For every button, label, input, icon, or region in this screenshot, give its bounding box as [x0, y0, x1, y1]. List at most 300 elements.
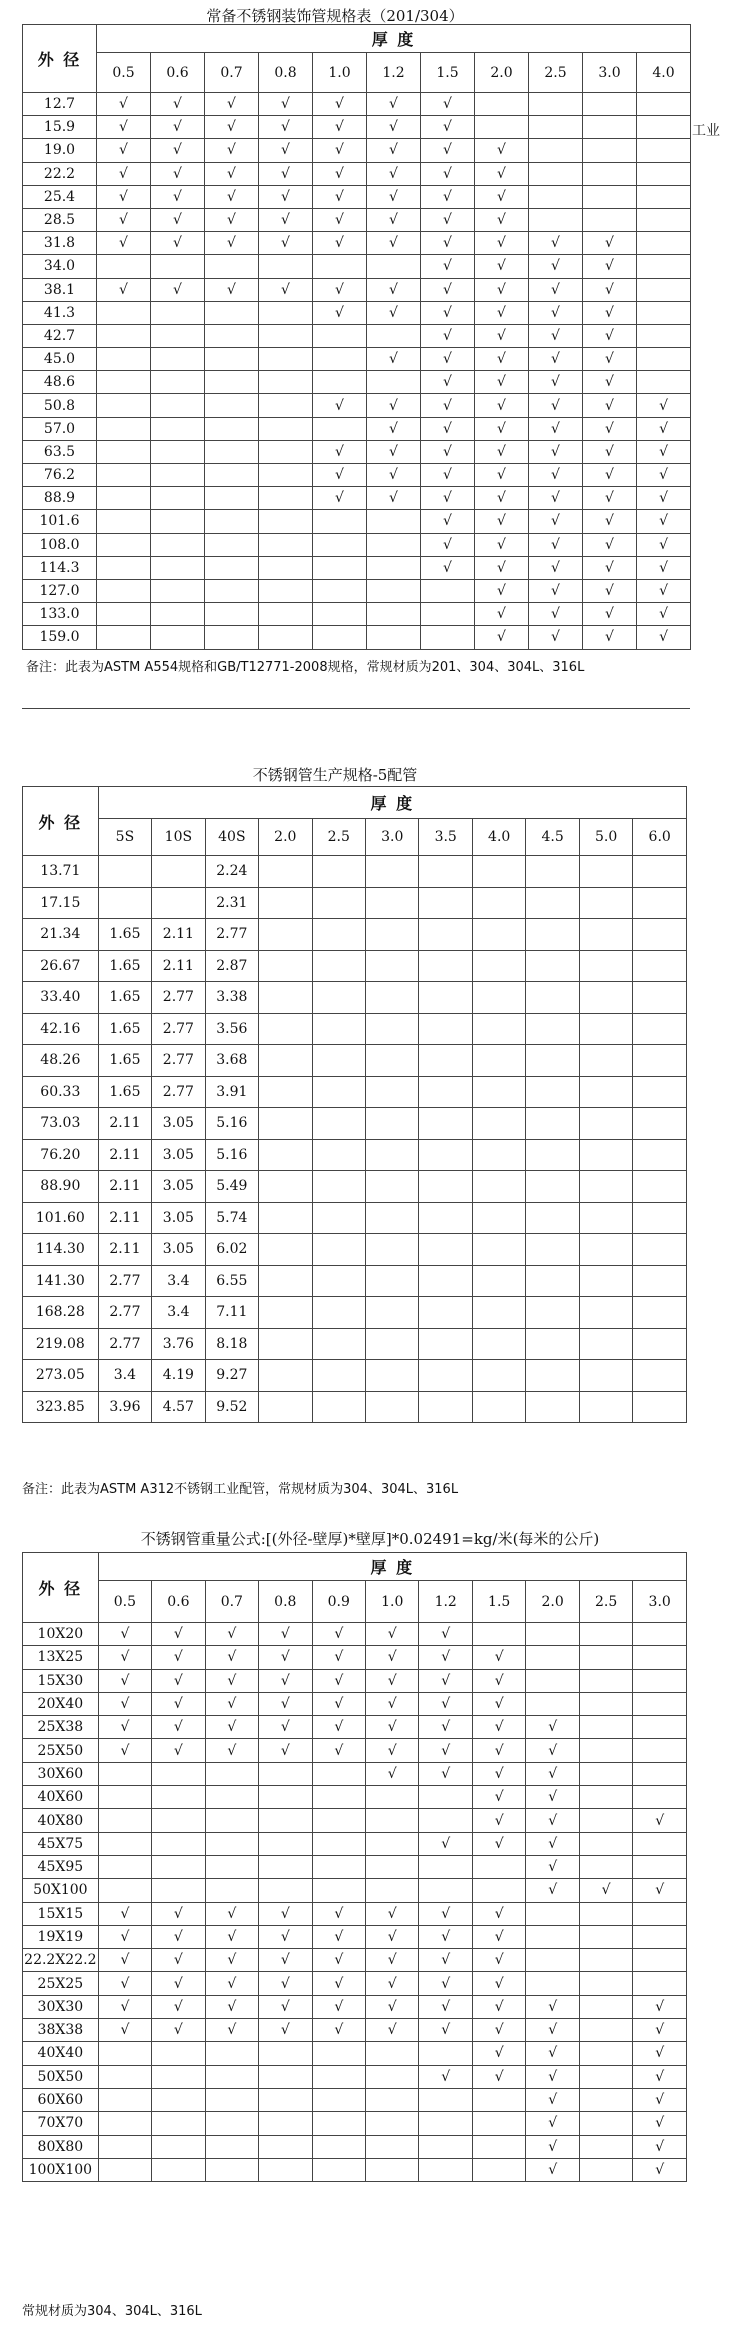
check-cell: √: [367, 440, 421, 463]
thickness-col-header: 1.2: [367, 53, 421, 93]
check-cell: √: [98, 1902, 151, 1925]
outer-diameter-cell: 45X95: [23, 1855, 99, 1878]
table-row: [23, 982, 687, 1014]
check-cell: √: [205, 1972, 258, 1995]
value-cell: 6.02: [205, 1234, 258, 1266]
empty-cell: [312, 2065, 365, 2088]
check-cell: √: [152, 1623, 205, 1646]
outer-diameter-cell: 41.3: [23, 301, 97, 324]
empty-cell: [259, 1832, 312, 1855]
check-cell: √: [313, 116, 367, 139]
check-cell: √: [152, 2019, 205, 2042]
empty-cell: [97, 579, 151, 602]
empty-cell: [633, 1716, 687, 1739]
table-row: [23, 1265, 687, 1297]
check-cell: √: [475, 464, 529, 487]
value-cell: [579, 1234, 632, 1266]
check-cell: √: [529, 301, 583, 324]
value-cell: 2.11: [98, 1139, 151, 1171]
empty-cell: [313, 533, 367, 556]
check-cell: √: [366, 1949, 419, 1972]
outer-diameter-cell: 13.71: [23, 856, 99, 888]
empty-cell: [98, 1762, 151, 1785]
empty-cell: [475, 93, 529, 116]
value-cell: [526, 1202, 579, 1234]
value-cell: 8.18: [205, 1328, 258, 1360]
empty-cell: [637, 255, 691, 278]
check-cell: √: [529, 464, 583, 487]
empty-cell: [151, 556, 205, 579]
value-cell: [419, 950, 472, 982]
value-cell: [526, 1328, 579, 1360]
empty-cell: [526, 1669, 579, 1692]
check-cell: √: [526, 2065, 579, 2088]
thickness-header: 厚 度: [98, 787, 686, 819]
check-cell: √: [313, 162, 367, 185]
check-cell: √: [529, 556, 583, 579]
empty-cell: [151, 371, 205, 394]
outer-diameter-cell: 133.0: [23, 603, 97, 626]
table-row: [23, 1139, 687, 1171]
empty-cell: [526, 1902, 579, 1925]
value-cell: [633, 887, 687, 919]
table-row: [23, 1076, 687, 1108]
check-cell: √: [419, 1902, 472, 1925]
empty-cell: [529, 208, 583, 231]
check-cell: √: [475, 417, 529, 440]
value-cell: [526, 919, 579, 951]
empty-cell: [151, 533, 205, 556]
value-cell: [526, 1108, 579, 1140]
check-cell: √: [205, 1692, 258, 1715]
check-cell: √: [205, 1902, 258, 1925]
check-cell: √: [633, 1879, 687, 1902]
check-cell: √: [472, 1669, 525, 1692]
empty-cell: [259, 464, 313, 487]
check-cell: √: [259, 1949, 312, 1972]
empty-cell: [205, 533, 259, 556]
empty-cell: [152, 1762, 205, 1785]
value-cell: [312, 1202, 365, 1234]
table-row: [23, 394, 691, 417]
value-cell: [472, 1234, 525, 1266]
empty-cell: [579, 1949, 632, 1972]
empty-cell: [151, 255, 205, 278]
check-cell: √: [529, 510, 583, 533]
value-cell: [366, 1108, 419, 1140]
empty-cell: [637, 348, 691, 371]
outer-diameter-cell: 57.0: [23, 417, 97, 440]
outer-diameter-cell: 19X19: [23, 1925, 99, 1948]
check-cell: √: [367, 301, 421, 324]
empty-cell: [367, 371, 421, 394]
value-cell: [312, 1171, 365, 1203]
empty-cell: [583, 185, 637, 208]
check-cell: √: [526, 1762, 579, 1785]
outer-diameter-cell: 48.6: [23, 371, 97, 394]
outer-diameter-cell: 76.2: [23, 464, 97, 487]
empty-cell: [152, 2065, 205, 2088]
empty-cell: [312, 2112, 365, 2135]
empty-cell: [98, 2042, 151, 2065]
value-cell: [579, 982, 632, 1014]
empty-cell: [312, 2042, 365, 2065]
check-cell: √: [98, 1739, 151, 1762]
empty-cell: [98, 2065, 151, 2088]
check-cell: √: [259, 162, 313, 185]
value-cell: [472, 1171, 525, 1203]
check-cell: √: [366, 1646, 419, 1669]
empty-cell: [97, 348, 151, 371]
check-cell: √: [152, 1669, 205, 1692]
value-cell: 4.57: [152, 1391, 205, 1423]
value-cell: 9.52: [205, 1391, 258, 1423]
empty-cell: [312, 1832, 365, 1855]
value-cell: [312, 1013, 365, 1045]
check-cell: √: [529, 255, 583, 278]
check-cell: √: [475, 301, 529, 324]
thickness-col-header: 1.2: [419, 1581, 472, 1623]
value-cell: [579, 1297, 632, 1329]
value-cell: [312, 982, 365, 1014]
value-cell: [526, 856, 579, 888]
empty-cell: [151, 348, 205, 371]
value-cell: 2.77: [205, 919, 258, 951]
check-cell: √: [259, 185, 313, 208]
check-cell: √: [205, 232, 259, 255]
table-row: [23, 603, 691, 626]
check-cell: √: [421, 278, 475, 301]
check-cell: √: [97, 232, 151, 255]
empty-cell: [152, 2112, 205, 2135]
check-cell: √: [151, 116, 205, 139]
check-cell: √: [421, 185, 475, 208]
empty-cell: [637, 232, 691, 255]
check-cell: √: [472, 1809, 525, 1832]
empty-cell: [205, 603, 259, 626]
value-cell: 3.76: [152, 1328, 205, 1360]
check-cell: √: [583, 464, 637, 487]
thickness-col-header: 5S: [98, 819, 151, 856]
value-cell: [366, 1360, 419, 1392]
table-row: [23, 1234, 687, 1266]
value-cell: [312, 887, 365, 919]
value-cell: [366, 1234, 419, 1266]
check-cell: √: [637, 533, 691, 556]
empty-cell: [97, 510, 151, 533]
check-cell: √: [312, 1716, 365, 1739]
outer-diameter-cell: 26.67: [23, 950, 99, 982]
outer-diameter-cell: 25X38: [23, 1716, 99, 1739]
empty-cell: [259, 556, 313, 579]
empty-cell: [419, 1809, 472, 1832]
value-cell: [259, 1360, 312, 1392]
outer-diameter-cell: 60.33: [23, 1076, 99, 1108]
check-cell: √: [366, 1972, 419, 1995]
check-cell: √: [205, 278, 259, 301]
value-cell: [472, 919, 525, 951]
check-cell: √: [526, 1832, 579, 1855]
check-cell: √: [97, 208, 151, 231]
value-cell: [152, 856, 205, 888]
value-cell: [366, 1202, 419, 1234]
value-cell: [312, 1045, 365, 1077]
check-cell: √: [475, 185, 529, 208]
check-cell: √: [419, 1925, 472, 1948]
value-cell: [633, 1076, 687, 1108]
thickness-col-header: 2.5: [529, 53, 583, 93]
value-cell: [366, 1328, 419, 1360]
outer-diameter-cell: 45X75: [23, 1832, 99, 1855]
empty-cell: [152, 1855, 205, 1878]
outer-diameter-cell: 114.3: [23, 556, 97, 579]
outer-diameter-cell: 323.85: [23, 1391, 99, 1423]
empty-cell: [313, 603, 367, 626]
check-cell: √: [259, 1692, 312, 1715]
table-row: [23, 1879, 687, 1902]
table-row: [23, 626, 691, 649]
empty-cell: [313, 626, 367, 649]
thickness-col-header: 2.5: [312, 819, 365, 856]
value-cell: [526, 982, 579, 1014]
check-cell: √: [419, 1972, 472, 1995]
check-cell: √: [205, 139, 259, 162]
empty-cell: [97, 301, 151, 324]
empty-cell: [151, 579, 205, 602]
check-cell: √: [421, 394, 475, 417]
empty-cell: [579, 1972, 632, 1995]
check-cell: √: [633, 2042, 687, 2065]
check-cell: √: [421, 371, 475, 394]
value-cell: 7.11: [205, 1297, 258, 1329]
check-cell: √: [367, 232, 421, 255]
check-cell: √: [97, 139, 151, 162]
value-cell: [633, 950, 687, 982]
empty-cell: [205, 301, 259, 324]
check-cell: √: [529, 440, 583, 463]
table-row: [23, 139, 691, 162]
check-cell: √: [366, 1716, 419, 1739]
value-cell: 2.77: [98, 1265, 151, 1297]
check-cell: √: [583, 440, 637, 463]
empty-cell: [259, 2088, 312, 2111]
empty-cell: [526, 1692, 579, 1715]
empty-cell: [205, 417, 259, 440]
empty-cell: [583, 162, 637, 185]
empty-cell: [529, 139, 583, 162]
check-cell: √: [151, 208, 205, 231]
empty-cell: [366, 1786, 419, 1809]
table-row: [23, 162, 691, 185]
empty-cell: [97, 255, 151, 278]
check-cell: √: [259, 278, 313, 301]
check-cell: √: [421, 348, 475, 371]
check-cell: √: [98, 1972, 151, 1995]
empty-cell: [205, 2088, 258, 2111]
empty-cell: [367, 533, 421, 556]
empty-cell: [312, 1809, 365, 1832]
value-cell: [526, 1360, 579, 1392]
value-cell: [633, 1108, 687, 1140]
check-cell: √: [151, 278, 205, 301]
table-row: [23, 1762, 687, 1785]
empty-cell: [98, 2112, 151, 2135]
table-row: [23, 556, 691, 579]
table-row: [23, 1108, 687, 1140]
outer-diameter-cell: 168.28: [23, 1297, 99, 1329]
empty-cell: [259, 510, 313, 533]
check-cell: √: [312, 2019, 365, 2042]
value-cell: [419, 982, 472, 1014]
empty-cell: [526, 1646, 579, 1669]
check-cell: √: [637, 579, 691, 602]
empty-cell: [205, 2135, 258, 2158]
empty-cell: [312, 2135, 365, 2158]
value-cell: 4.19: [152, 1360, 205, 1392]
thickness-col-header: 1.5: [421, 53, 475, 93]
check-cell: √: [475, 348, 529, 371]
check-cell: √: [419, 1692, 472, 1715]
check-cell: √: [472, 1832, 525, 1855]
table-row: [23, 487, 691, 510]
value-cell: [366, 1297, 419, 1329]
empty-cell: [366, 1879, 419, 1902]
value-cell: [259, 1076, 312, 1108]
check-cell: √: [583, 579, 637, 602]
thickness-col-header: 2.0: [526, 1581, 579, 1623]
empty-cell: [205, 2158, 258, 2181]
check-cell: √: [313, 93, 367, 116]
check-cell: √: [526, 2112, 579, 2135]
value-cell: 6.55: [205, 1265, 258, 1297]
value-cell: [526, 887, 579, 919]
empty-cell: [579, 2042, 632, 2065]
check-cell: √: [313, 139, 367, 162]
value-cell: 3.91: [205, 1076, 258, 1108]
empty-cell: [579, 1995, 632, 2018]
empty-cell: [205, 371, 259, 394]
check-cell: √: [366, 1623, 419, 1646]
thickness-col-header: 2.0: [475, 53, 529, 93]
value-cell: 3.05: [152, 1171, 205, 1203]
check-cell: √: [205, 1623, 258, 1646]
empty-cell: [419, 2112, 472, 2135]
check-cell: √: [366, 1669, 419, 1692]
empty-cell: [637, 208, 691, 231]
empty-cell: [579, 2065, 632, 2088]
value-cell: [579, 856, 632, 888]
value-cell: 2.31: [205, 887, 258, 919]
thickness-col-header: 10S: [152, 819, 205, 856]
empty-cell: [312, 1855, 365, 1878]
value-cell: [633, 1391, 687, 1423]
value-cell: [98, 887, 151, 919]
check-cell: √: [529, 232, 583, 255]
value-cell: [579, 919, 632, 951]
value-cell: 2.24: [205, 856, 258, 888]
empty-cell: [97, 487, 151, 510]
empty-cell: [98, 1809, 151, 1832]
thickness-col-header: 1.0: [313, 53, 367, 93]
check-cell: √: [637, 556, 691, 579]
empty-cell: [259, 626, 313, 649]
check-cell: √: [97, 93, 151, 116]
empty-cell: [259, 533, 313, 556]
empty-cell: [97, 371, 151, 394]
value-cell: [312, 1139, 365, 1171]
empty-cell: [259, 348, 313, 371]
check-cell: √: [259, 1623, 312, 1646]
empty-cell: [151, 394, 205, 417]
check-cell: √: [259, 1739, 312, 1762]
check-cell: √: [367, 278, 421, 301]
value-cell: [472, 1360, 525, 1392]
empty-cell: [312, 1786, 365, 1809]
check-cell: √: [637, 417, 691, 440]
check-cell: √: [205, 162, 259, 185]
empty-cell: [475, 116, 529, 139]
check-cell: √: [367, 162, 421, 185]
outer-diameter-cell: 70X70: [23, 2112, 99, 2135]
value-cell: [472, 1076, 525, 1108]
outer-diameter-cell: 25.4: [23, 185, 97, 208]
value-cell: [526, 1265, 579, 1297]
check-cell: √: [419, 1623, 472, 1646]
check-cell: √: [259, 2019, 312, 2042]
table-row: [23, 1669, 687, 1692]
value-cell: [633, 1297, 687, 1329]
outer-diameter-cell: 88.90: [23, 1171, 99, 1203]
value-cell: 2.11: [98, 1108, 151, 1140]
table3-title: 不锈钢管重量公式:[(外径-壁厚)*壁厚]*0.02491=kg/米(每米的公斤): [140, 1530, 600, 1548]
empty-cell: [579, 1669, 632, 1692]
value-cell: [633, 1328, 687, 1360]
empty-cell: [151, 440, 205, 463]
check-cell: √: [526, 1786, 579, 1809]
value-cell: 2.11: [152, 950, 205, 982]
check-cell: √: [421, 255, 475, 278]
check-cell: √: [313, 464, 367, 487]
check-cell: √: [312, 1995, 365, 2018]
empty-cell: [205, 1855, 258, 1878]
check-cell: √: [526, 1716, 579, 1739]
empty-cell: [367, 626, 421, 649]
empty-cell: [312, 1879, 365, 1902]
outer-diameter-cell: 219.08: [23, 1328, 99, 1360]
table-row: [23, 1716, 687, 1739]
outer-diameter-cell: 273.05: [23, 1360, 99, 1392]
value-cell: [579, 1139, 632, 1171]
table-row: [23, 1832, 687, 1855]
table1-bottom-rule: [22, 708, 690, 709]
value-cell: 2.77: [152, 1045, 205, 1077]
thickness-col-header: 0.9: [312, 1581, 365, 1623]
check-cell: √: [152, 1716, 205, 1739]
check-cell: √: [475, 603, 529, 626]
value-cell: [526, 1391, 579, 1423]
empty-cell: [98, 2088, 151, 2111]
check-cell: √: [313, 394, 367, 417]
check-cell: √: [98, 1925, 151, 1948]
empty-cell: [637, 116, 691, 139]
value-cell: [579, 1076, 632, 1108]
table2-note: 备注：此表为ASTM A312不锈钢工业配管，常规材质为304、304L、316L: [22, 1482, 459, 1497]
empty-cell: [152, 1809, 205, 1832]
empty-cell: [526, 1925, 579, 1948]
check-cell: √: [419, 1832, 472, 1855]
check-cell: √: [583, 232, 637, 255]
value-cell: [472, 982, 525, 1014]
